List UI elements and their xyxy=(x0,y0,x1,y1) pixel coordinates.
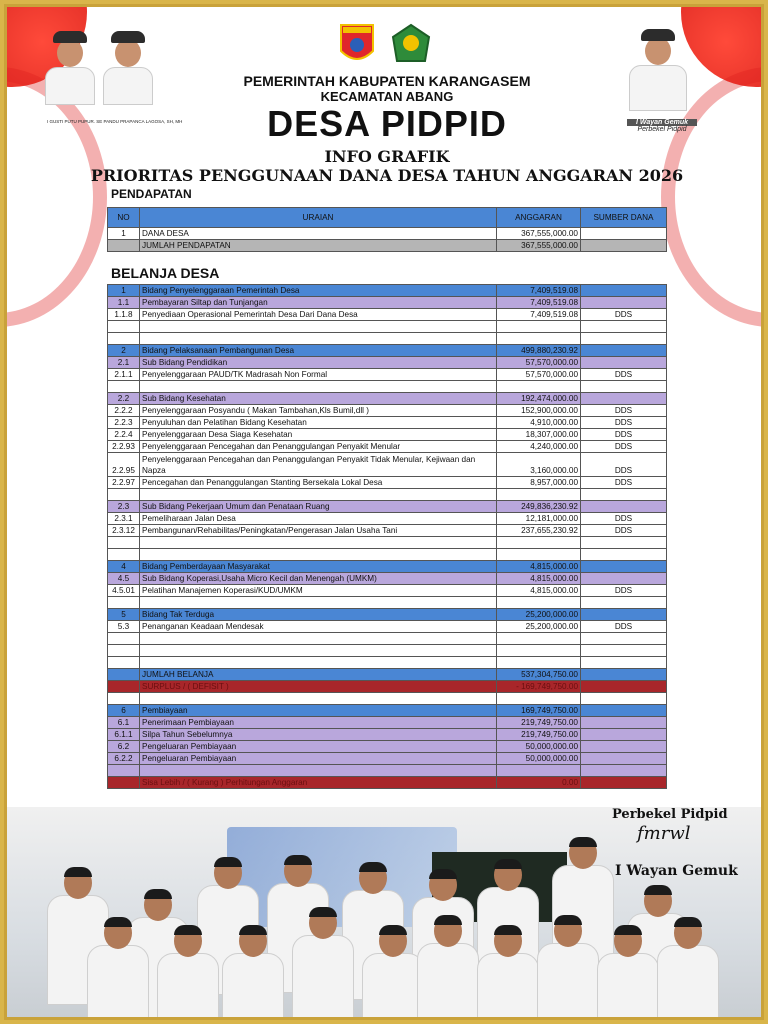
table-row xyxy=(108,285,667,297)
table-row xyxy=(108,333,667,345)
cell-no: 1 xyxy=(108,228,140,240)
cell-no: 1.1.8 xyxy=(108,309,140,321)
cell-uraian: SURPLUS / ( DEFISIT ) xyxy=(140,681,497,693)
cell-sumber-dana: DDS xyxy=(581,513,667,525)
table-row xyxy=(108,609,667,621)
cell-sumber-dana xyxy=(581,669,667,681)
table-row xyxy=(108,477,667,489)
cell-sumber-dana xyxy=(581,597,667,609)
karangasem-emblem-icon xyxy=(337,23,377,67)
cell-no: 4.5.01 xyxy=(108,585,140,597)
cell-uraian: Penyelenggaraan Pencegahan dan Penanggulangan Penyakit Menular xyxy=(140,441,497,453)
cell-anggaran: 499,880,230.92 xyxy=(497,345,581,357)
table-row xyxy=(108,621,667,633)
cell-no: 6.1 xyxy=(108,717,140,729)
cell-sumber-dana xyxy=(581,561,667,573)
cell-sumber-dana xyxy=(581,657,667,669)
table-row xyxy=(108,741,667,753)
table-row xyxy=(108,585,667,597)
cell-no: 2.2 xyxy=(108,393,140,405)
cell-no: 2.3.12 xyxy=(108,525,140,537)
cell-no xyxy=(108,693,140,705)
cell-no: 2.3.1 xyxy=(108,513,140,525)
cell-no: 2.2.2 xyxy=(108,405,140,417)
cell-anggaran: 0.00 xyxy=(497,777,581,789)
cell-uraian: Sub Bidang Koperasi,Usaha Micro Kecil dan Menengah (UMKM) xyxy=(140,573,497,585)
table-row xyxy=(108,705,667,717)
cell-no xyxy=(108,669,140,681)
table-row xyxy=(108,405,667,417)
cell-uraian xyxy=(140,645,497,657)
perbekel-title: Perbekel Pidpid xyxy=(637,126,687,133)
table-row xyxy=(108,429,667,441)
table-row xyxy=(108,489,667,501)
cell-sumber-dana xyxy=(581,393,667,405)
cell-no xyxy=(108,777,140,789)
cell-uraian xyxy=(140,333,497,345)
cell-uraian: Penyelenggaraan Posyandu ( Makan Tambahan,Kls Bumil,dll ) xyxy=(140,405,497,417)
cell-anggaran: 18,307,000.00 xyxy=(497,429,581,441)
cell-no xyxy=(108,321,140,333)
cell-anggaran: 57,570,000.00 xyxy=(497,369,581,381)
cell-no: 2.1.1 xyxy=(108,369,140,381)
cell-no: 2.2.97 xyxy=(108,477,140,489)
cell-no: 6 xyxy=(108,705,140,717)
priority-title: PRIORITAS PENGGUNAAN DANA DESA TAHUN ANGGARAN 2026 xyxy=(90,166,684,185)
cell-no: 2.2.93 xyxy=(108,441,140,453)
cell-anggaran: 152,900,000.00 xyxy=(497,405,581,417)
cell-anggaran xyxy=(497,321,581,333)
cell-anggaran xyxy=(497,693,581,705)
cell-sumber-dana: DDS xyxy=(581,405,667,417)
village-title: DESA PIDPID xyxy=(267,103,507,144)
cell-anggaran: 219,749,750.00 xyxy=(497,717,581,729)
cell-anggaran: 4,815,000.00 xyxy=(497,561,581,573)
table-row xyxy=(108,717,667,729)
cell-no xyxy=(108,537,140,549)
signature-title: Perbekel Pidpid xyxy=(612,807,728,822)
cell-uraian: Penyuluhan dan Pelatihan Bidang Kesehatan xyxy=(140,417,497,429)
cell-sumber-dana: DDS xyxy=(581,621,667,633)
cell-no: 1 xyxy=(108,285,140,297)
cell-anggaran: - 169,749,750.00 xyxy=(497,681,581,693)
cell-uraian xyxy=(140,381,497,393)
cell-anggaran: 4,910,000.00 xyxy=(497,417,581,429)
pendapatan-label: PENDAPATAN xyxy=(111,187,192,201)
perbekel-name: I Wayan Gemuk xyxy=(627,119,697,126)
cell-anggaran: 57,570,000.00 xyxy=(497,357,581,369)
cell-uraian: Pencegahan dan Penanggulangan Stanting Bersekala Lokal Desa xyxy=(140,477,497,489)
table-row xyxy=(108,681,667,693)
cell-no: 2.2.95 xyxy=(108,453,140,477)
table-row xyxy=(108,345,667,357)
cell-sumber-dana xyxy=(581,285,667,297)
cell-uraian: Pembayaran Siltap dan Tunjangan xyxy=(140,297,497,309)
cell-no: 2.3 xyxy=(108,501,140,513)
cell-anggaran: 7,409,519.08 xyxy=(497,297,581,309)
cell-no xyxy=(108,597,140,609)
table-row xyxy=(108,753,667,765)
cell-uraian: JUMLAH BELANJA xyxy=(140,669,497,681)
cell-uraian xyxy=(140,321,497,333)
table-row xyxy=(108,597,667,609)
cell-anggaran: 169,749,750.00 xyxy=(497,705,581,717)
cell-sumber-dana xyxy=(581,357,667,369)
cell-sumber-dana xyxy=(581,609,667,621)
table-row xyxy=(108,729,667,741)
table-row xyxy=(108,228,667,240)
table-row xyxy=(108,573,667,585)
cell-no xyxy=(108,681,140,693)
table-row xyxy=(108,693,667,705)
cell-anggaran: 237,655,230.92 xyxy=(497,525,581,537)
belanja-label: BELANJA DESA xyxy=(111,265,220,281)
table-row xyxy=(108,633,667,645)
cell-no: 6.1.1 xyxy=(108,729,140,741)
table-row xyxy=(108,549,667,561)
table-row xyxy=(108,369,667,381)
cell-sumber-dana xyxy=(581,321,667,333)
table-row xyxy=(108,297,667,309)
cell-uraian: Penyediaan Operasional Pemerintah Desa Dari Dana Desa xyxy=(140,309,497,321)
cell-anggaran: 4,815,000.00 xyxy=(497,573,581,585)
cell-no xyxy=(108,657,140,669)
table-row xyxy=(108,513,667,525)
cell-uraian: Pengeluaran Pembiayaan xyxy=(140,741,497,753)
cell-uraian: Bidang Tak Terduga xyxy=(140,609,497,621)
table-row xyxy=(108,765,667,777)
cell-sumber-dana xyxy=(581,777,667,789)
cell-no: 2.2.3 xyxy=(108,417,140,429)
cell-anggaran xyxy=(497,333,581,345)
cell-anggaran xyxy=(497,645,581,657)
cell-sumber-dana xyxy=(581,228,667,240)
cell-uraian xyxy=(140,549,497,561)
cell-sumber-dana xyxy=(581,681,667,693)
cell-uraian: Silpa Tahun Sebelumnya xyxy=(140,729,497,741)
infographic-poster xyxy=(4,4,764,1020)
signature-mark: fmrwl xyxy=(637,823,691,844)
cell-anggaran: 192,474,000.00 xyxy=(497,393,581,405)
cell-anggaran xyxy=(497,537,581,549)
cell-anggaran xyxy=(497,597,581,609)
cell-sumber-dana xyxy=(581,501,667,513)
col-header-uraian: URAIAN xyxy=(140,208,497,228)
header xyxy=(7,7,764,142)
table-row xyxy=(108,561,667,573)
government-title: PEMERINTAH KABUPATEN KARANGASEM xyxy=(243,73,531,89)
district-title: KECAMATAN ABANG xyxy=(320,89,454,104)
cell-no: 5.3 xyxy=(108,621,140,633)
cell-no: 6.2.2 xyxy=(108,753,140,765)
cell-anggaran xyxy=(497,765,581,777)
table-row xyxy=(108,309,667,321)
cell-uraian: Bidang Pemberdayaan Masyarakat xyxy=(140,561,497,573)
cell-anggaran xyxy=(497,381,581,393)
cell-anggaran: 12,181,000.00 xyxy=(497,513,581,525)
table-row xyxy=(108,240,667,252)
cell-no: 4.5 xyxy=(108,573,140,585)
cell-uraian: Penyelenggaraan Desa Siaga Kesehatan xyxy=(140,429,497,441)
cell-anggaran: 50,000,000.00 xyxy=(497,753,581,765)
cell-anggaran: 25,200,000.00 xyxy=(497,621,581,633)
cell-sumber-dana: DDS xyxy=(581,369,667,381)
cell-uraian xyxy=(140,597,497,609)
col-header-no: NO xyxy=(108,208,140,228)
cell-sumber-dana xyxy=(581,633,667,645)
cell-uraian xyxy=(140,693,497,705)
cell-uraian: DANA DESA xyxy=(140,228,497,240)
cell-sumber-dana xyxy=(581,345,667,357)
cell-anggaran: 7,409,519.08 xyxy=(497,285,581,297)
belanja-table xyxy=(107,284,667,789)
cell-uraian: Sub Bidang Pendidikan xyxy=(140,357,497,369)
infografik-title: INFO GRAFIK xyxy=(324,147,450,166)
cell-no: 6.2 xyxy=(108,741,140,753)
cell-uraian xyxy=(140,765,497,777)
cell-sumber-dana xyxy=(581,705,667,717)
cell-sumber-dana xyxy=(581,297,667,309)
cell-uraian: Pembiayaan xyxy=(140,705,497,717)
cell-anggaran xyxy=(497,633,581,645)
table-row xyxy=(108,525,667,537)
cell-sumber-dana: DDS xyxy=(581,417,667,429)
cell-uraian: Pemeliharaan Jalan Desa xyxy=(140,513,497,525)
cell-anggaran: 50,000,000.00 xyxy=(497,741,581,753)
table-row xyxy=(108,657,667,669)
table-row xyxy=(108,357,667,369)
cell-uraian: Pelatihan Manajemen Koperasi/KUD/UMKM xyxy=(140,585,497,597)
cell-sumber-dana: DDS xyxy=(581,477,667,489)
cell-anggaran: 249,836,230.92 xyxy=(497,501,581,513)
cell-sumber-dana xyxy=(581,240,667,252)
cell-sumber-dana xyxy=(581,717,667,729)
cell-sumber-dana: DDS xyxy=(581,585,667,597)
cell-anggaran: 7,409,519.08 xyxy=(497,309,581,321)
cell-sumber-dana xyxy=(581,537,667,549)
cell-no: 1.1 xyxy=(108,297,140,309)
cell-anggaran: 4,815,000.00 xyxy=(497,585,581,597)
cell-uraian: Penyelenggaraan Pencegahan dan Penanggulangan Penyakit Tidak Menular, Kejiwaan dan Napza xyxy=(140,453,497,477)
table-header-row xyxy=(108,208,667,228)
cell-no xyxy=(108,645,140,657)
cell-uraian: Sub Bidang Kesehatan xyxy=(140,393,497,405)
table-row xyxy=(108,501,667,513)
cell-sumber-dana xyxy=(581,381,667,393)
cell-uraian: Bidang Pelaksanaan Pembangunan Desa xyxy=(140,345,497,357)
regency-emblem-icon xyxy=(391,23,431,67)
table-row xyxy=(108,453,667,477)
cell-anggaran xyxy=(497,657,581,669)
cell-uraian: Penerimaan Pembiayaan xyxy=(140,717,497,729)
cell-sumber-dana xyxy=(581,693,667,705)
signature-name: I Wayan Gemuk xyxy=(615,863,738,879)
cell-no xyxy=(108,765,140,777)
cell-no xyxy=(108,333,140,345)
cell-anggaran: 4,240,000.00 xyxy=(497,441,581,453)
cell-anggaran: 219,749,750.00 xyxy=(497,729,581,741)
cell-anggaran: 3,160,000.00 xyxy=(497,453,581,477)
table-row xyxy=(108,393,667,405)
col-header-anggaran: ANGGARAN xyxy=(497,208,581,228)
cell-uraian: JUMLAH PENDAPATAN xyxy=(140,240,497,252)
cell-no: 2 xyxy=(108,345,140,357)
cell-anggaran xyxy=(497,489,581,501)
cell-no: 5 xyxy=(108,609,140,621)
table-row xyxy=(108,417,667,429)
cell-sumber-dana: DDS xyxy=(581,429,667,441)
table-row xyxy=(108,381,667,393)
cell-no: 2.2.4 xyxy=(108,429,140,441)
cell-no: 2.1 xyxy=(108,357,140,369)
cell-no xyxy=(108,381,140,393)
cell-sumber-dana: DDS xyxy=(581,453,667,477)
table-row xyxy=(108,777,667,789)
cell-uraian: Sisa Lebih / ( Kurang ) Perhitungan Anggaran xyxy=(140,777,497,789)
col-header-sumber-dana: SUMBER DANA xyxy=(581,208,667,228)
cell-uraian xyxy=(140,657,497,669)
cell-uraian xyxy=(140,633,497,645)
pendapatan-table xyxy=(107,207,667,252)
cell-anggaran: 367,555,000.00 xyxy=(497,228,581,240)
cell-uraian xyxy=(140,489,497,501)
officials-names: I GUSTI PUTU PUPUR. SE PANDU PRAPANCA LAGOSA, SH, MH xyxy=(47,119,183,124)
cell-uraian: Bidang Penyelenggaraan Pemerintah Desa xyxy=(140,285,497,297)
table-row xyxy=(108,537,667,549)
cell-sumber-dana xyxy=(581,645,667,657)
cell-sumber-dana: DDS xyxy=(581,441,667,453)
cell-no xyxy=(108,240,140,252)
cell-uraian: Sub Bidang Pekerjaan Umum dan Penataan Ruang xyxy=(140,501,497,513)
cell-sumber-dana xyxy=(581,333,667,345)
cell-no: 4 xyxy=(108,561,140,573)
cell-no xyxy=(108,489,140,501)
cell-sumber-dana xyxy=(581,753,667,765)
cell-sumber-dana xyxy=(581,573,667,585)
cell-sumber-dana: DDS xyxy=(581,309,667,321)
cell-uraian: Penyelenggaraan PAUD/TK Madrasah Non Formal xyxy=(140,369,497,381)
cell-anggaran xyxy=(497,549,581,561)
table-row xyxy=(108,645,667,657)
cell-sumber-dana xyxy=(581,741,667,753)
cell-anggaran: 537,304,750.00 xyxy=(497,669,581,681)
cell-sumber-dana xyxy=(581,489,667,501)
cell-no xyxy=(108,633,140,645)
cell-sumber-dana xyxy=(581,765,667,777)
cell-anggaran: 367,555,000.00 xyxy=(497,240,581,252)
cell-uraian xyxy=(140,537,497,549)
table-row xyxy=(108,321,667,333)
cell-no xyxy=(108,549,140,561)
cell-uraian: Pengeluaran Pembiayaan xyxy=(140,753,497,765)
table-row xyxy=(108,669,667,681)
cell-anggaran: 25,200,000.00 xyxy=(497,609,581,621)
cell-anggaran: 8,957,000.00 xyxy=(497,477,581,489)
table-row xyxy=(108,441,667,453)
cell-sumber-dana xyxy=(581,549,667,561)
cell-sumber-dana xyxy=(581,729,667,741)
cell-uraian: Pembangunan/Rehabilitas/Peningkatan/Pengerasan Jalan Usaha Tani xyxy=(140,525,497,537)
cell-uraian: Penanganan Keadaan Mendesak xyxy=(140,621,497,633)
cell-sumber-dana: DDS xyxy=(581,525,667,537)
